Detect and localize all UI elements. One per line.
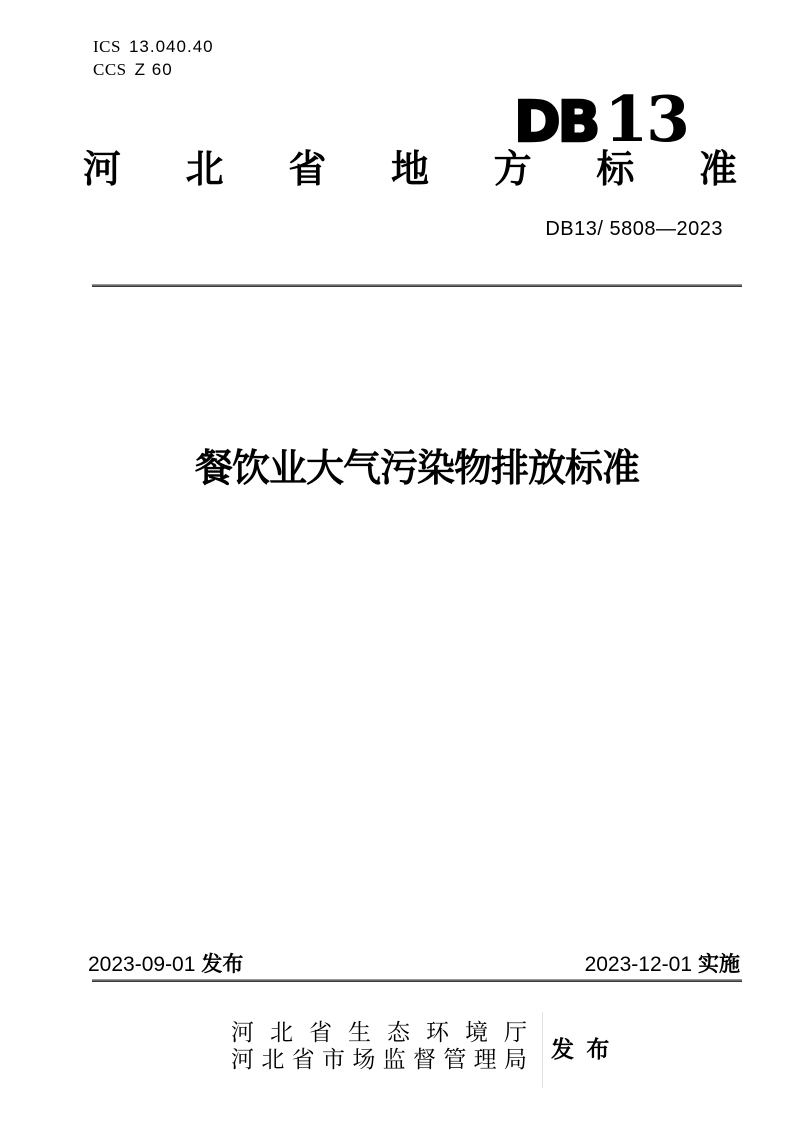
db13-logo <box>514 82 688 156</box>
standard-code: DB13/ 5808—2023 <box>545 218 723 240</box>
issuing-agency-2: 河 北 省 市 场 监 督 管 理 局 <box>231 1046 527 1072</box>
ics-code: 13.040.40 <box>128 37 214 56</box>
ics-label: ICS <box>93 37 121 56</box>
ccs-label: CCS <box>93 60 127 79</box>
issuing-agencies <box>231 1019 527 1073</box>
implementation-date: 2023-12-01 <box>584 953 692 976</box>
ccs-code: Z 60 <box>134 60 173 79</box>
ccs-line <box>93 60 173 80</box>
db13-logo-number: 13 <box>604 82 688 156</box>
document-title: 餐饮业大气污染物排放标准 <box>194 448 639 490</box>
issuing-agency-1: 河 北 省 生 态 环 境 厅 <box>231 1019 527 1045</box>
ics-line <box>93 37 214 57</box>
header-rule <box>92 284 742 287</box>
issuer-divider-line <box>542 1012 543 1088</box>
implementation-label: 实施 <box>698 953 740 976</box>
dates-row <box>88 948 740 978</box>
issue-date-line <box>88 948 243 978</box>
standard-type-name: 河 北 省 地 方 标 准 <box>83 149 737 191</box>
publish-label: 发 布 <box>551 1036 613 1062</box>
implementation-date-line <box>585 948 740 978</box>
db13-logo-db: DB <box>514 90 598 155</box>
footer-rule <box>92 979 742 982</box>
issue-date: 2023-09-01 <box>88 953 196 976</box>
issue-label: 发布 <box>201 953 244 976</box>
